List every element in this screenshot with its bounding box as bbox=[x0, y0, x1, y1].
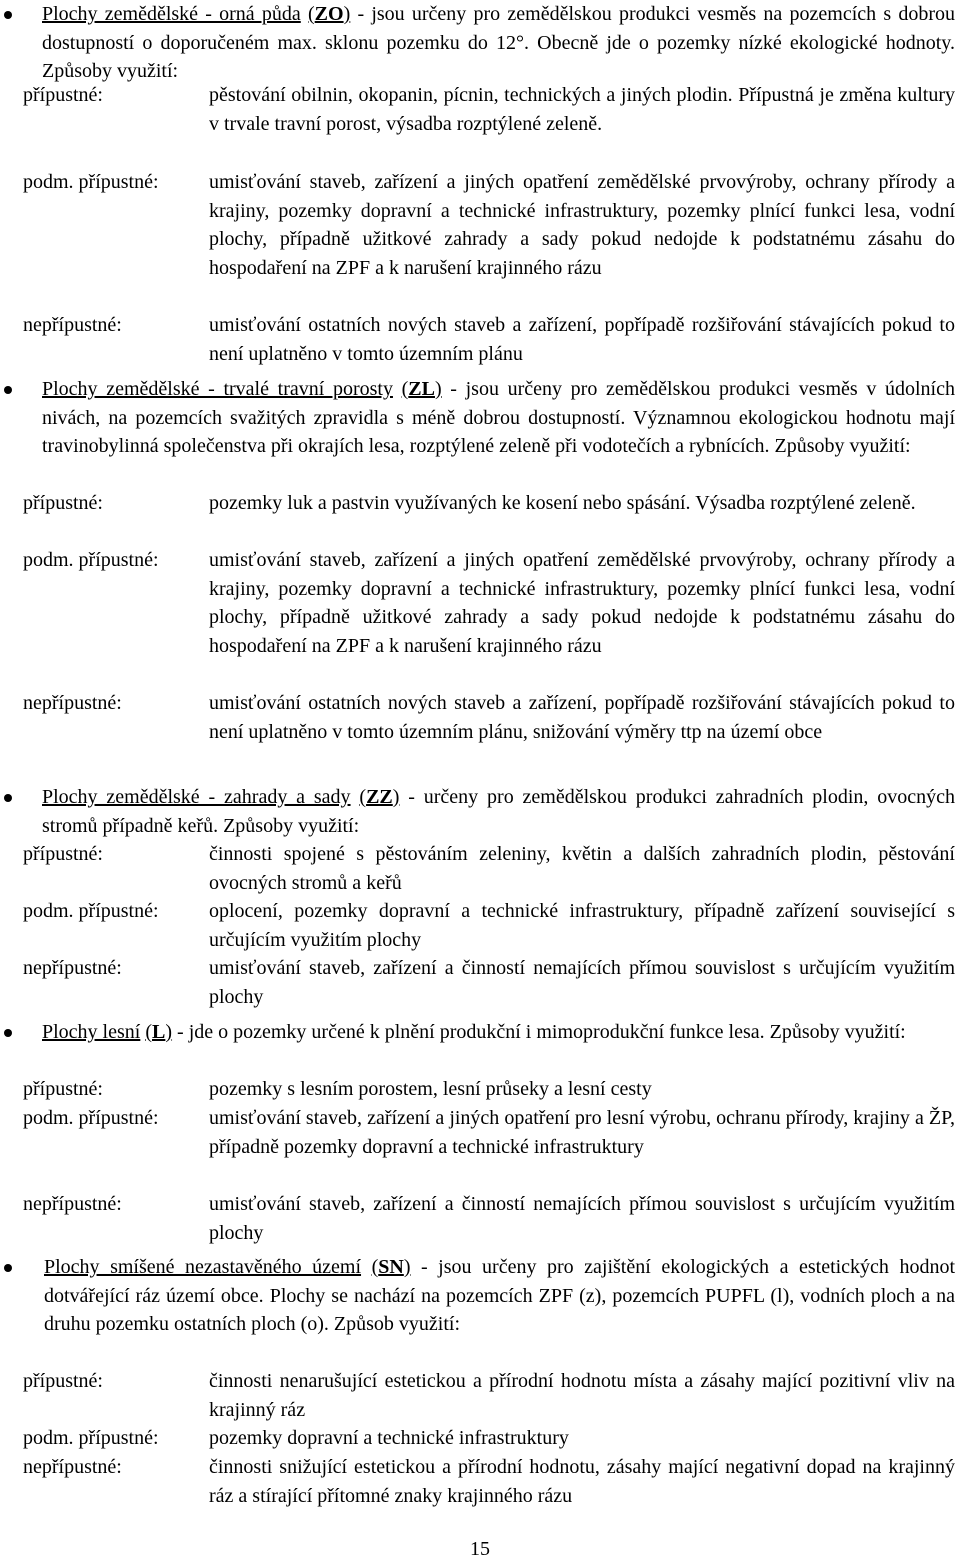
section-description: - jde o pozemky určené k plnění produkční i mimoprodukční funkce lesa. Způsoby využití: bbox=[172, 1021, 906, 1043]
section-intro: Plochy lesní (L) - jde o pozemky určené k plnění produkční i mimoprodukční funkce lesa. Způsoby využití: bbox=[42, 1021, 906, 1043]
usage-text: pozemky dopravní a technické infrastruktury bbox=[209, 1427, 569, 1449]
usage-text: umisťování staveb, zařízení a činností nemajících přímou souvislost s určujícím využitím plochy bbox=[209, 957, 955, 1008]
bullet-icon bbox=[4, 386, 12, 394]
section-title: Plochy zemědělské - trvalé travní porosty bbox=[42, 378, 393, 400]
section-intro: Plochy zemědělské - trvalé travní porosty (ZL) - jsou určeny pro zemědělskou produkci vesměs v údolních nivách, na pozemcích svažitých zpravidla s méně dobrou dostupností. Významnou ekologickou hodnotu mají travinobylinná společenstva při okrajích lesa, rozptýlené zeleně při vodotečích a rybnících. Způsoby využití: bbox=[42, 378, 955, 457]
usage-label: nepřípustné: bbox=[23, 314, 122, 336]
section-code: L bbox=[152, 1021, 166, 1043]
usage-label: přípustné: bbox=[23, 843, 103, 865]
usage-text: pozemky luk a pastvin využívaných ke kosení nebo spásání. Výsadba rozptýlené zeleně. bbox=[209, 492, 916, 514]
usage-label: podm. přípustné: bbox=[23, 900, 159, 922]
section-description: - jsou určeny pro zemědělskou produkci vesměs na pozemcích s dobrou dostupností o doporučeném max. sklonu pozemku do 12°. Obecně jde o pozemky nízké ekologické hodnoty. Způsoby využití: bbox=[42, 3, 956, 82]
bullet-icon bbox=[4, 11, 12, 19]
section-description: - jsou určeny pro zajištění ekologických a estetických hodnot dotvářející ráz území obce. Plochy se nachází na pozemcích ZPF (z), pozemcích PUPFL (l), vodních ploch a na druhu pozemku ostatních ploch (o). Způsob využití: bbox=[44, 1256, 956, 1335]
usage-text: umisťování ostatních nových staveb a zařízení, popřípadě rozšiřování stávajících pokud to není uplatněno v tomto územním plánu bbox=[209, 314, 955, 365]
usage-text: činnosti nenarušující estetickou a přírodní hodnotu místa a zásahy mající pozitivní vliv na krajinný ráz bbox=[209, 1370, 955, 1421]
usage-text: činnosti spojené s pěstováním zeleniny, květin a dalších zahradních plodin, pěstování ovocných stromů a keřů bbox=[209, 843, 955, 894]
usage-text: umisťování staveb, zařízení a jiných opatření zemědělské prvovýroby, ochrany přírody a krajiny, pozemky dopravní a technické infrastruktury, pozemky plnící funkci lesa, vodní plochy, případně užitkové zahrady a sady pokud nedojde k podstatnému zásahu do hospodaření na ZPF a k narušení krajinného rázu bbox=[209, 549, 955, 657]
bullet-icon bbox=[4, 1029, 12, 1037]
usage-text: umisťování staveb, zařízení a jiných opatření zemědělské prvovýroby, ochrany přírody a krajiny, pozemky dopravní a technické infrastruktury, pozemky plnící funkci lesa, vodní plochy, případně užitkové zahrady a sady pokud nedojde k podstatnému zásahu do hospodaření na ZPF a k narušení krajinného rázu bbox=[209, 171, 955, 279]
section-title: Plochy smíšené nezastavěného území bbox=[44, 1256, 362, 1278]
section-code: ZZ bbox=[366, 786, 393, 808]
page-number: 15 bbox=[470, 1538, 490, 1560]
usage-text: pozemky s lesním porostem, lesní průseky a lesní cesty bbox=[209, 1078, 652, 1100]
usage-text: oplocení, pozemky dopravní a technické infrastruktury, případně zařízení související s určujícím využitím plochy bbox=[209, 900, 955, 951]
bullet-icon bbox=[4, 794, 12, 802]
usage-text: činnosti snižující estetickou a přírodní hodnotu, zásahy mající negativní dopad na krajinný ráz a stírající přítomné znaky krajinného rázu bbox=[209, 1456, 955, 1507]
section-code: SN bbox=[378, 1256, 404, 1278]
usage-label: přípustné: bbox=[23, 1078, 103, 1100]
section-intro: Plochy smíšené nezastavěného území (SN) - jsou určeny pro zajištění ekologických a estetických hodnot dotvářející ráz území obce. Plochy se nachází na pozemcích ZPF (z), pozemcích PUPFL (l), vodních ploch a na druhu pozemku ostatních ploch (o). Způsob využití: bbox=[44, 1256, 956, 1335]
section-intro: Plochy zemědělské - zahrady a sady (ZZ) - určeny pro zemědělskou produkci zahradních plodin, ovocných stromů případně keřů. Způsoby využití: bbox=[42, 786, 955, 837]
usage-text: umisťování ostatních nových staveb a zařízení, popřípadě rozšiřování stávajících pokud to není uplatněno v tomto územním plánu, snižování výměry ttp na území obce bbox=[209, 692, 955, 743]
section-description: - určeny pro zemědělskou produkci zahradních plodin, ovocných stromů případně keřů. Způsoby využití: bbox=[42, 786, 955, 837]
bullet-icon bbox=[4, 1264, 12, 1272]
section-title: Plochy zemědělské - zahrady a sady bbox=[42, 786, 351, 808]
section-description: - jsou určeny pro zemědělskou produkci vesměs v údolních nivách, na pozemcích svažitých zpravidla s méně dobrou dostupností. Významnou ekologickou hodnotu mají travinobylinná společenstva při okrajích lesa, rozptýlené zeleně při vodotečích a rybnících. Způsoby využití: bbox=[42, 378, 955, 457]
usage-label: podm. přípustné: bbox=[23, 171, 159, 193]
usage-text: pěstování obilnin, okopanin, pícnin, technických a jiných plodin. Přípustná je změna kultury v trvale travní porost, výsadba rozptýlené zeleně. bbox=[209, 84, 955, 135]
section-intro: Plochy zemědělské - orná půda (ZO) - jsou určeny pro zemědělskou produkci vesměs na pozemcích s dobrou dostupností o doporučeném max. sklonu pozemku do 12°. Obecně jde o pozemky nízké ekologické hodnoty. Způsoby využití: bbox=[42, 3, 956, 82]
usage-label: nepřípustné: bbox=[23, 957, 122, 979]
section-title: Plochy lesní bbox=[42, 1021, 141, 1043]
usage-label: nepřípustné: bbox=[23, 1193, 122, 1215]
usage-label: přípustné: bbox=[23, 1370, 103, 1392]
usage-label: podm. přípustné: bbox=[23, 1427, 159, 1449]
usage-label: podm. přípustné: bbox=[23, 1107, 159, 1129]
section-code: ZO bbox=[314, 3, 344, 25]
usage-label: přípustné: bbox=[23, 492, 103, 514]
usage-label: nepřípustné: bbox=[23, 1456, 122, 1478]
usage-label: podm. přípustné: bbox=[23, 549, 159, 571]
usage-label: přípustné: bbox=[23, 84, 103, 106]
usage-text: umisťování staveb, zařízení a činností nemajících přímou souvislost s určujícím využitím plochy bbox=[209, 1193, 955, 1244]
section-title: Plochy zemědělské - orná půda bbox=[42, 3, 301, 25]
section-code: ZL bbox=[408, 378, 435, 400]
usage-text: umisťování staveb, zařízení a jiných opatření pro lesní výrobu, ochranu přírody, krajiny a ŽP, případně pozemky dopravní a technické infrastruktury bbox=[209, 1107, 955, 1158]
usage-label: nepřípustné: bbox=[23, 692, 122, 714]
